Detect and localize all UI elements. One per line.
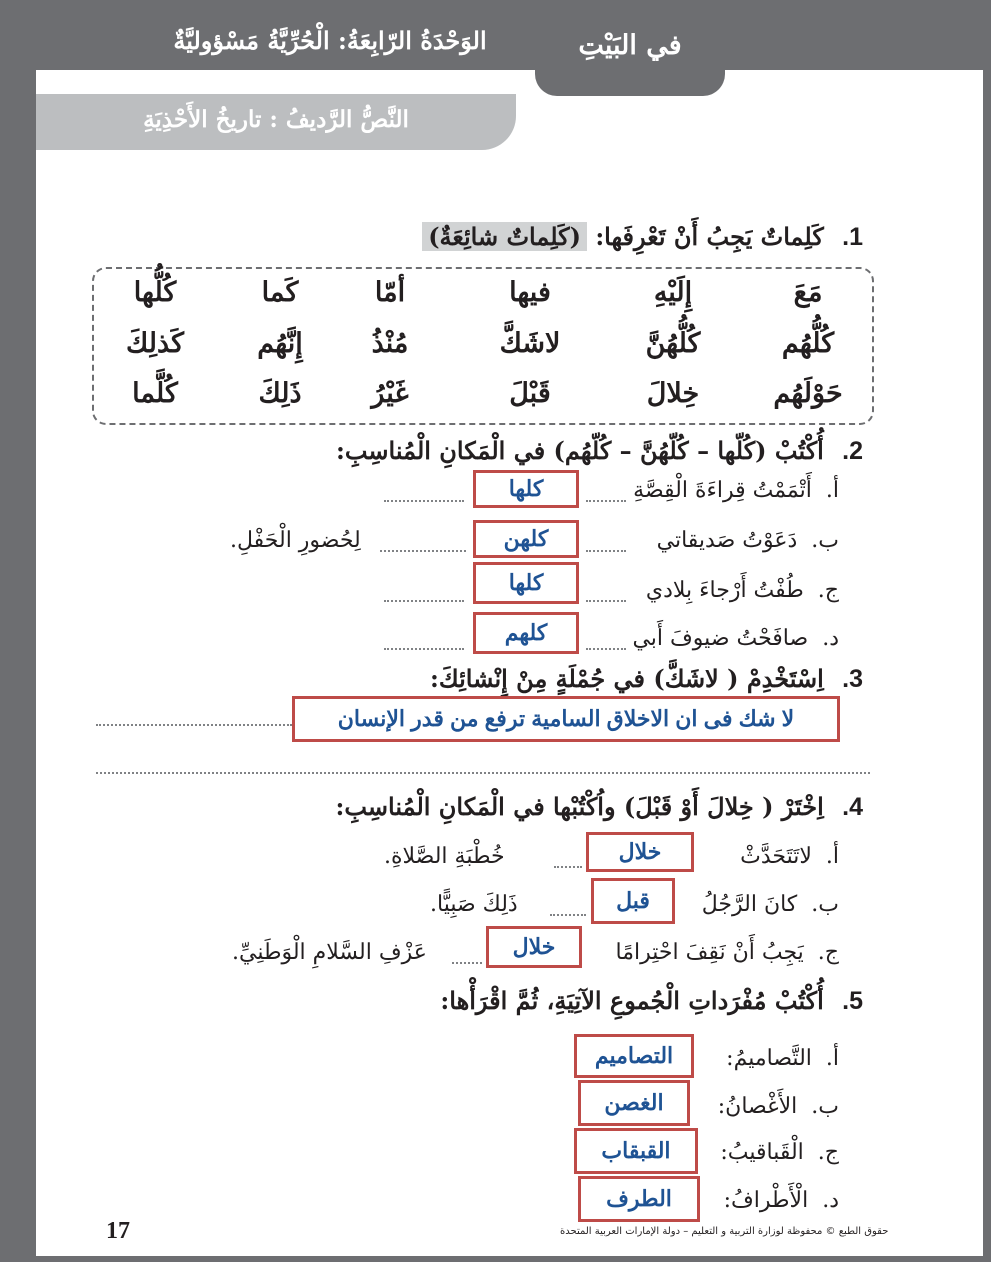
- item-letter: ب.: [811, 528, 839, 553]
- item-text: صافَحْتُ ضيوفَ أَبي: [632, 626, 809, 651]
- item-letter: ب.: [811, 892, 839, 917]
- answer-box[interactable]: كلها: [473, 470, 579, 508]
- question-4: [335, 792, 863, 822]
- page-number: 17: [106, 1218, 130, 1244]
- question-prompt: اِخْتَرْ ( خِلالَ أَوْ قَبْلَ) واُكْتُبْها في الْمَكانِ الْمُناسِبِ:: [335, 792, 824, 821]
- item-text: أَتْمَمْتُ قِراءَةَ الْقِصَّةِ: [633, 478, 812, 503]
- answer-box[interactable]: كلها: [473, 562, 579, 604]
- answer-box[interactable]: خلال: [586, 832, 694, 872]
- answer-box[interactable]: كلهن: [473, 520, 579, 558]
- item-c: [646, 578, 839, 603]
- home-tab: [535, 0, 725, 96]
- item-text: التَّصاميمُ:: [726, 1046, 812, 1071]
- item-text-after: ذَلِكَ صَبِيًّا.: [430, 892, 518, 917]
- copyright-footer: حقوق الطبع © محفوظة لوزارة التربية و التعليم – دولة الإمارات العربية المتحدة: [560, 1226, 889, 1237]
- item-text-after: خُطْبَةِ الصَّلاةِ.: [384, 844, 505, 869]
- blank-line: [380, 550, 466, 552]
- answer-box[interactable]: القبقاب: [574, 1128, 698, 1174]
- home-tab-label: في البَيْتِ: [578, 30, 682, 61]
- blank-line: [96, 724, 292, 726]
- question-2: [336, 436, 863, 466]
- word: فيها: [509, 277, 551, 308]
- blank-line: [550, 914, 586, 916]
- question-prompt: أُكْتُبْ مُفْرَداتِ الْجُموعِ الآتِيَةِ، ثُمَّ اقْرَأْها:: [440, 986, 824, 1015]
- question-number: 2.: [842, 437, 863, 465]
- item-letter: أ.: [825, 844, 839, 869]
- bottom-bar: [0, 1256, 991, 1262]
- answer-box[interactable]: الغصن: [578, 1080, 690, 1126]
- text-title-band: [36, 94, 516, 150]
- word: ذَلِكَ: [258, 378, 302, 409]
- word: كَما: [261, 277, 299, 308]
- item-b: [718, 1094, 839, 1119]
- unit-title: الوَحْدَةُ الرّابِعَةُ: الْحُرِّيَّةُ مَسْؤوليَّةٌ: [173, 26, 487, 55]
- item-a: [726, 1046, 839, 1071]
- item-letter: أ.: [825, 478, 839, 503]
- question-number: 5.: [842, 987, 863, 1015]
- answer-box[interactable]: التصاميم: [574, 1034, 694, 1078]
- question-prompt: أُكْتُبْ (كُلّها – كُلّهُنَّ – كُلّهُم) في الْمَكانِ الْمُناسِبِ:: [336, 436, 824, 465]
- item-letter: د.: [822, 1188, 839, 1213]
- left-bar: [0, 0, 36, 1262]
- answer-box[interactable]: قبل: [591, 878, 675, 924]
- blank-line: [384, 648, 464, 650]
- text-title: النَّصُّ الرَّديفُ : تاريخُ الأَحْذِيَةِ: [143, 106, 409, 133]
- item-text: يَجِبُ أَنْ نَقِفَ احْتِرامًا: [615, 940, 804, 965]
- item-letter: ب.: [811, 1094, 839, 1119]
- item-letter: أ.: [825, 1046, 839, 1071]
- question-number: 3.: [842, 665, 863, 693]
- item-letter: ج.: [817, 940, 839, 965]
- question-number: 4.: [842, 793, 863, 821]
- item-text: الأَغْصانُ:: [717, 1094, 798, 1119]
- right-bar: [983, 0, 991, 1262]
- answer-box[interactable]: خلال: [486, 926, 582, 968]
- item-text: الْأَطْرافُ:: [723, 1188, 809, 1213]
- item-letter: د.: [822, 626, 839, 651]
- highlight-label: (كَلِماتٌ شائِعَةٌ): [422, 222, 587, 251]
- word: أمّا: [374, 277, 406, 308]
- item-text: لاتَتَحَدَّثْ: [740, 844, 812, 869]
- word: خِلالَ: [646, 378, 700, 409]
- item-d: [632, 626, 839, 651]
- word: كَذلِكَ: [125, 328, 184, 359]
- word: إِنَّهُم: [257, 328, 303, 359]
- item-b: [657, 528, 839, 553]
- word: كُلُّها: [133, 277, 177, 308]
- answer-box[interactable]: الطرف: [578, 1176, 700, 1222]
- item-text: طُفْتُ أَرْجاءَ بِلادي: [645, 578, 804, 603]
- question-1: [422, 222, 863, 252]
- item-text: كانَ الرَّجُلُ: [701, 892, 798, 917]
- blank-line: [586, 648, 626, 650]
- question-prompt: كَلِماتٌ يَجِبُ أَنْ تَعْرِفَها:: [595, 222, 824, 251]
- item-text-after: لِحُضورِ الْحَفْلِ.: [230, 528, 361, 553]
- blank-line: [96, 772, 870, 774]
- item-letter: ج.: [817, 1140, 839, 1165]
- word: كُلُّهُم: [781, 328, 835, 359]
- word: مُنْذُ: [371, 328, 409, 359]
- word: لاشَكَّ: [499, 328, 561, 359]
- word: قَبْلَ: [509, 378, 551, 409]
- word: إِلَيْهِ: [653, 277, 693, 308]
- blank-line: [586, 550, 626, 552]
- item-b: [702, 892, 839, 917]
- question-prompt: اِسْتَخْدِمْ ( لاشَكَّ) في جُمْلَةٍ مِنْ إِنْشائِكَ:: [429, 664, 824, 693]
- item-c: [616, 940, 840, 965]
- answer-box[interactable]: لا شك فى ان الاخلاق السامية ترفع من قدر الإنسان: [292, 696, 840, 742]
- question-3: [430, 664, 863, 694]
- item-text-after: عَزْفِ السَّلامِ الْوَطَنِيِّ.: [232, 940, 427, 965]
- blank-line: [384, 500, 464, 502]
- item-a: [633, 478, 839, 503]
- blank-line: [554, 866, 582, 868]
- word: حَوْلَهُم: [773, 378, 843, 409]
- blank-line: [586, 500, 626, 502]
- item-text: الْقَباقيبُ:: [720, 1140, 804, 1165]
- answer-box[interactable]: كلهم: [473, 612, 579, 654]
- word: كُلُّهُنَّ: [645, 328, 701, 359]
- blank-line: [384, 600, 464, 602]
- item-a: [740, 844, 839, 869]
- word: كُلَّما: [132, 378, 178, 409]
- item-c: [720, 1140, 839, 1165]
- word: غَيْرُ: [371, 378, 409, 409]
- item-d: [724, 1188, 839, 1213]
- blank-line: [452, 962, 482, 964]
- item-letter: ج.: [817, 578, 839, 603]
- question-5: [440, 986, 863, 1016]
- item-text: دَعَوْتُ صَديقاتي: [656, 528, 798, 553]
- word: مَعَ: [793, 277, 823, 308]
- blank-line: [586, 600, 626, 602]
- question-number: 1.: [842, 223, 863, 251]
